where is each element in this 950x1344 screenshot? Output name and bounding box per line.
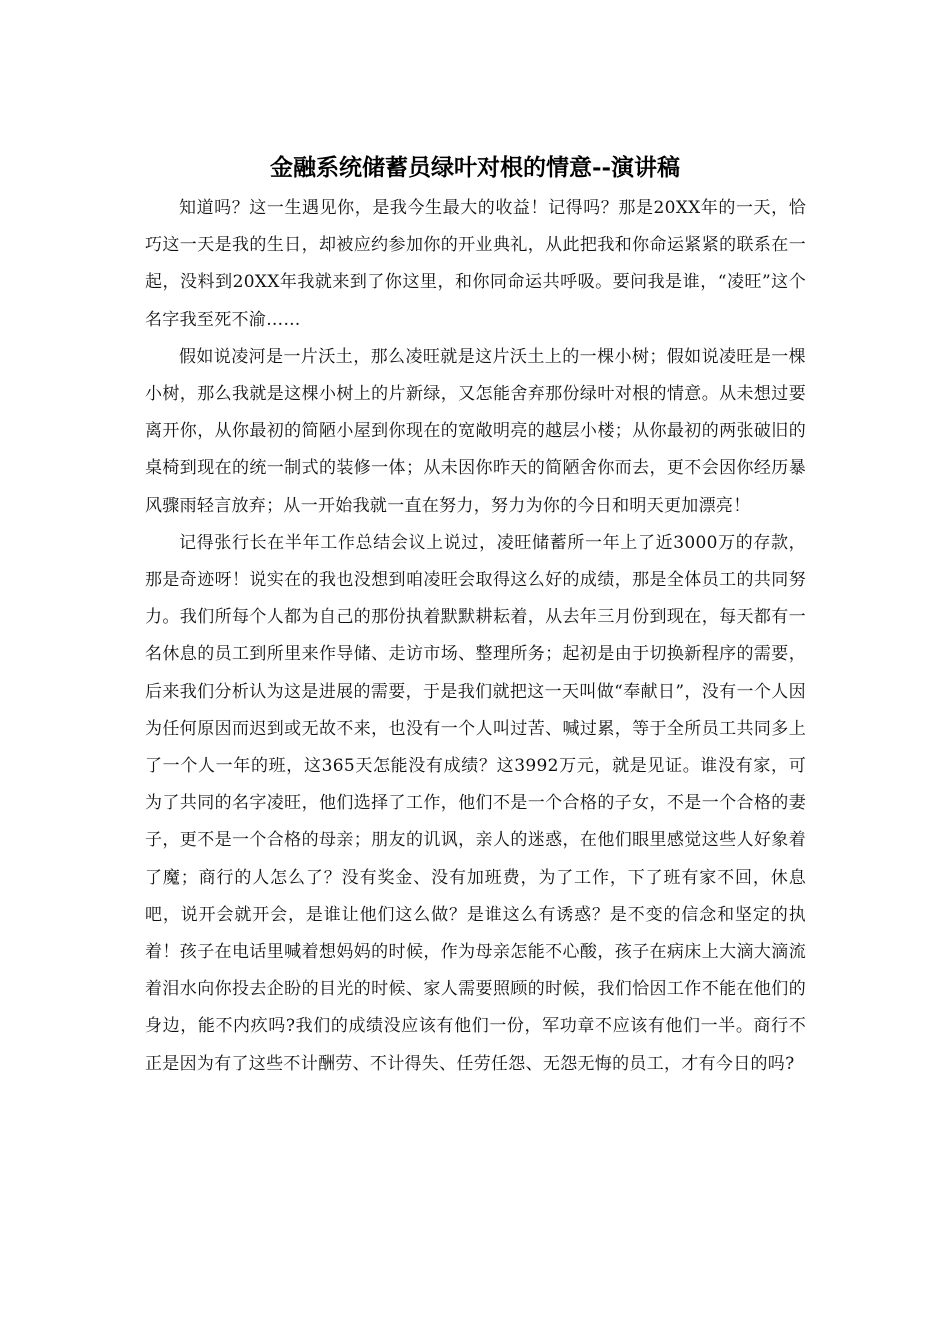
paragraph-2: 假如说凌河是一片沃土，那么凌旺就是这片沃土上的一棵小树；假如说凌旺是一棵小树，那么我就是这棵小树上的片新绿，又怎能舍弃那份绿叶对根的情意。从未想过要离开你，从你最初的简陋小屋到你现在的宽敞明亮的越层小楼；从你最初的两张破旧的桌椅到现在的统一制式的装修一体；从未因你昨天的简陋舍你而去，更不会因你经历暴风骤雨轻言放弃；从一开始我就一直在努力，努力为你的今日和明天更加漂亮！	[145, 346, 806, 516]
document-title: 金融系统储蓄员绿叶对根的情意--演讲稿	[269, 154, 681, 181]
document-body	[145, 190, 806, 1083]
paragraph-3: 记得张行长在半年工作总结会议上说过，凌旺储蓄所一年上了近3000万的存款，那是奇迹呀！说实在的我也没想到咱凌旺会取得这么好的成绩，那是全体员工的共同努力。我们所每个人都为自己的那份执着默默耕耘着，从去年三月份到现在，每天都有一名休息的员工到所里来作导储、走访市场、整理所务；起初是由于切换新程序的需要，后来我们分析认为这是进展的需要，于是我们就把这一天叫做“奉献日”，没有一个人因为任何原因而迟到或无故不来，也没有一个人叫过苦、喊过累，等于全所员工共同多上了一个人一年的班，这365天怎能没有成绩？这3992万元，就是见证。谁没有家，可为了共同的名字凌旺，他们选择了工作，他们不是一个合格的子女，不是一个合格的妻子，更不是一个合格的母亲；朋友的讥讽，亲人的迷惑，在他们眼里感觉这些人好象着了魔；商行的人怎么了？没有奖金、没有加班费，为了工作，下了班有家不回，休息吧，说开会就开会，是谁让他们这么做？是谁这么有诱惑？是不变的信念和坚定的执着！孩子在电话里喊着想妈妈的时候，作为母亲怎能不心酸，孩子在病床上大滴大滴流着泪水向你投去企盼的目光的时候、家人需要照顾的时候，我们恰因工作不能在他们的身边，能不内疚吗?我们的成绩没应该有他们一份，军功章不应该有他们一半。商行不正是因为有了这些不计酬劳、不计得失、任劳任怨、无怨无悔的员工，才有今日的吗?	[145, 532, 806, 1074]
paragraph-1: 知道吗？这一生遇见你，是我今生最大的收益！记得吗？那是20XX年的一天，恰巧这一天是我的生日，却被应约参加你的开业典礼，从此把我和你命运紧紧的联系在一起，没料到20XX年我就来到了你这里，和你同命运共呼吸。要问我是谁，“凌旺”这个名字我至死不渝……	[145, 198, 806, 330]
